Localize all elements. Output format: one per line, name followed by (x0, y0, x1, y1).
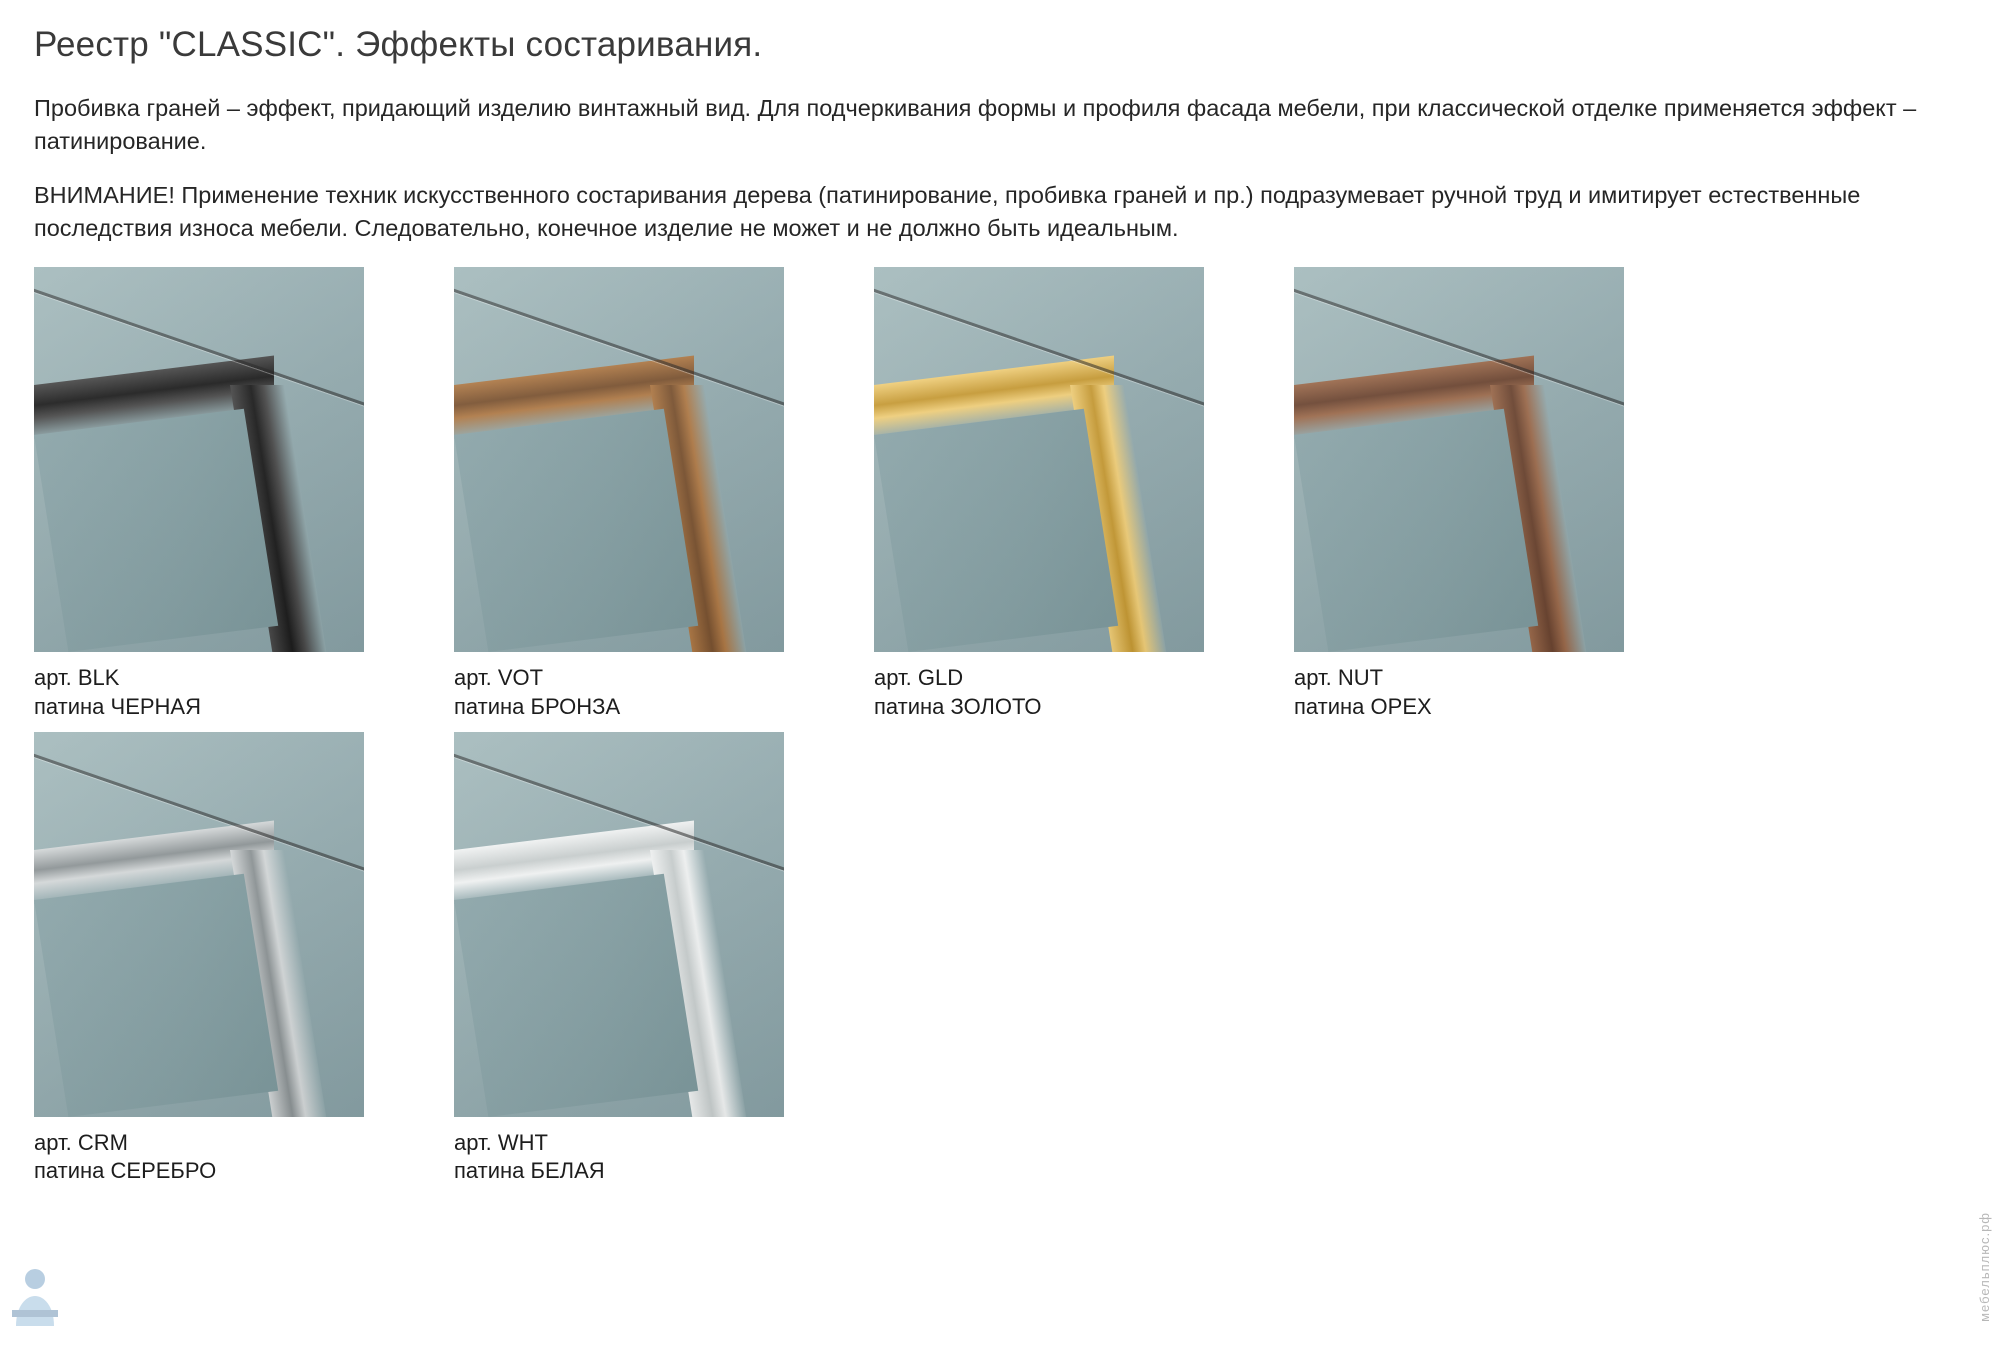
sample-image-nut (1294, 267, 1624, 652)
sample-image-crm (34, 732, 364, 1117)
sample-patina: патина ОРЕХ (1294, 694, 1432, 720)
sample-caption (34, 1129, 454, 1186)
sample-caption (454, 664, 874, 721)
sample-card (1294, 267, 1714, 721)
sample-article: арт. CRM (34, 1129, 128, 1155)
warning-prefix: ВНИМАНИЕ! (34, 181, 175, 208)
sample-image-blk (34, 267, 364, 652)
sample-article: арт. VOT (454, 665, 544, 691)
sample-caption (454, 1129, 874, 1186)
watermark-text: мебельплюс.рф (1977, 1212, 1992, 1322)
sample-patina: патина ЗОЛОТО (874, 694, 1042, 720)
door-panel (454, 409, 698, 652)
warning-text: Применение техник искусственного состаривания дерева (патинирование, пробивка граней и пр.) подразумевает ручной труд и имитирует естественные последствия износа мебели. Следовательно, конечное изделие не может и не должно быть идеальным. (34, 181, 1861, 242)
sample-caption (34, 664, 454, 721)
sample-image-vot (454, 267, 784, 652)
warning-paragraph (34, 179, 1964, 246)
sample-patina: патина СЕРЕБРО (34, 1158, 217, 1184)
sample-article: арт. NUT (1294, 665, 1384, 691)
door-panel (34, 873, 278, 1116)
door-panel (1294, 409, 1538, 652)
sample-caption (1294, 664, 1714, 721)
sample-article: арт. BLK (34, 665, 120, 691)
sample-article: арт. WHT (454, 1129, 548, 1155)
sample-caption (874, 664, 1294, 721)
sample-patina: патина БЕЛАЯ (454, 1158, 605, 1184)
sample-card (34, 267, 454, 721)
intro-paragraph: Пробивка граней – эффект, придающий изделию винтажный вид. Для подчеркивания формы и профиля фасада мебели, при классической отделке применяется эффект – патинирование. (34, 95, 1917, 155)
door-panel (874, 409, 1118, 652)
sample-image-gld (874, 267, 1204, 652)
page-title: Реестр "CLASSIC". Эффекты состаривания. (34, 25, 763, 64)
sample-patina: патина ЧЕРНАЯ (34, 694, 201, 720)
person-icon (8, 1266, 62, 1328)
door-panel (454, 873, 698, 1116)
door-panel (34, 409, 278, 652)
samples-grid (34, 267, 1966, 1185)
sample-card (34, 732, 454, 1186)
sample-card (454, 267, 874, 721)
sample-article: арт. GLD (874, 665, 964, 691)
sample-card (454, 732, 874, 1186)
sample-patina: патина БРОНЗА (454, 694, 621, 720)
sample-card (874, 267, 1294, 721)
sample-image-wht (454, 732, 784, 1117)
